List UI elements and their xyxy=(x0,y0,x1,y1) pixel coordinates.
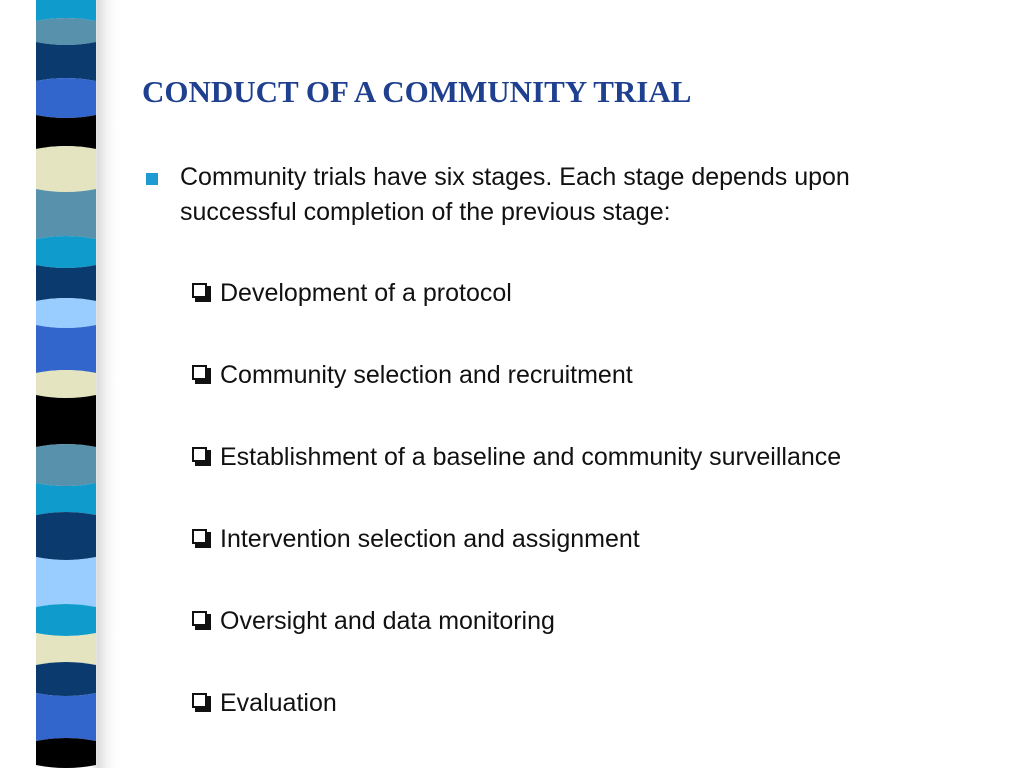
stripe-segment xyxy=(36,557,96,607)
stage-text: Community selection and recruitment xyxy=(220,360,633,389)
checkbox-bullet-icon xyxy=(192,529,212,549)
stage-text: Evaluation xyxy=(220,688,337,717)
stripe-segment xyxy=(36,483,96,515)
decorative-stripe-border xyxy=(0,0,120,768)
stripe-segment xyxy=(36,265,96,301)
stripe-segment xyxy=(36,42,96,81)
stripe-segment xyxy=(36,604,96,636)
stripe-segment xyxy=(36,18,96,45)
stage-text: Establishment of a baseline and community surveillance xyxy=(220,442,842,471)
intro-text: Community trials have six stages. Each stage depends upon successful completion of the previous stage: xyxy=(180,163,850,226)
stripe-segment xyxy=(36,662,96,696)
checkbox-bullet-icon xyxy=(192,447,212,467)
stripe-segment xyxy=(36,0,96,21)
stripe-segment xyxy=(36,370,96,398)
stage-item-1 xyxy=(192,276,512,310)
stripe-segment xyxy=(36,444,96,486)
stage-item-6 xyxy=(192,686,337,720)
stripe-segment xyxy=(36,512,96,560)
stripe-segment xyxy=(36,146,96,192)
stage-item-5 xyxy=(192,604,555,638)
stage-item-3 xyxy=(192,440,841,474)
checkbox-bullet-icon xyxy=(192,283,212,303)
stage-item-4 xyxy=(192,522,640,556)
stage-text: Development of a protocol xyxy=(220,278,512,307)
stripe-segment xyxy=(36,633,96,665)
slide-title: CONDUCT OF A COMMUNITY TRIAL xyxy=(142,74,692,109)
stripe-segment xyxy=(36,395,96,447)
stripe-segment xyxy=(36,693,96,741)
stripe-segment xyxy=(36,738,96,768)
stripe-segment xyxy=(36,115,96,149)
stripe-segment xyxy=(36,236,96,268)
checkbox-bullet-icon xyxy=(192,611,212,631)
stage-text: Oversight and data monitoring xyxy=(220,606,555,635)
checkbox-bullet-icon xyxy=(192,365,212,385)
checkbox-bullet-icon xyxy=(192,693,212,713)
stripe-segment xyxy=(36,298,96,328)
square-bullet-icon xyxy=(146,173,158,185)
stripe-segment xyxy=(36,325,96,373)
stripe-segment xyxy=(36,78,96,118)
main-bullet-point xyxy=(142,160,962,230)
stage-item-2 xyxy=(192,358,633,392)
stripe-segment xyxy=(36,189,96,239)
stage-text: Intervention selection and assignment xyxy=(220,524,640,553)
stripe-graphic xyxy=(0,0,120,768)
